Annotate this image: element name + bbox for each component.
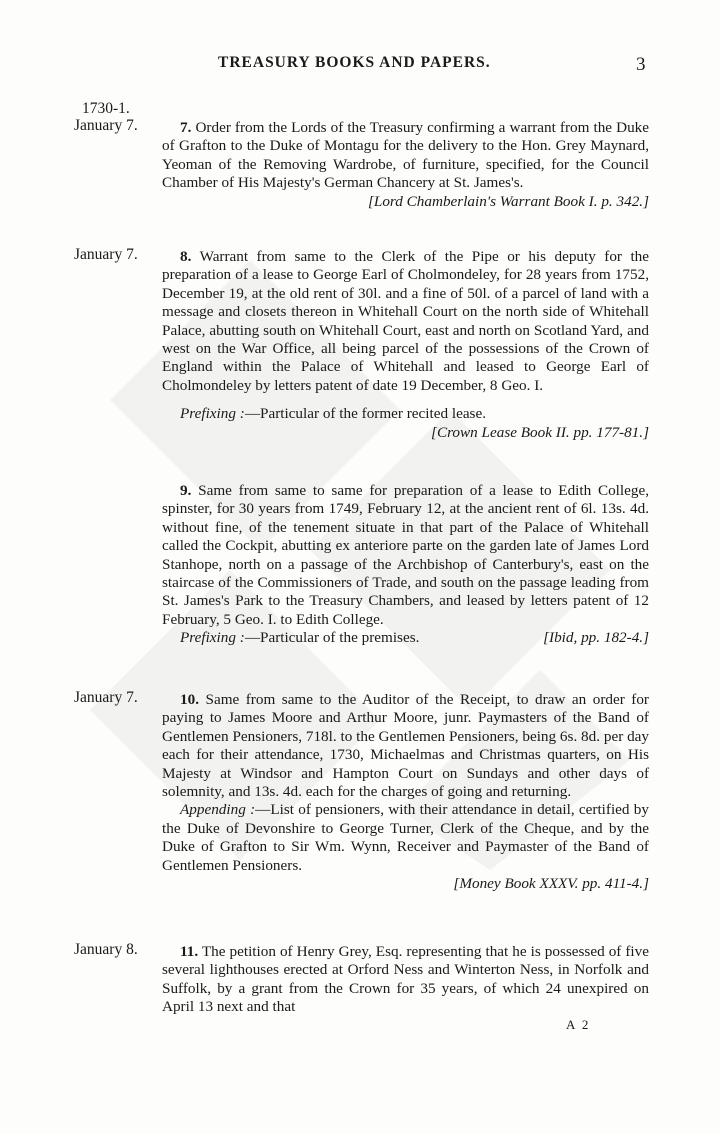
page-header [0,54,720,78]
entry-text: Warrant from same to the Clerk of the Pipe or his deputy for the preparation of a lease to George Earl of Cholmondeley, for 28 years from 1752, December 19, at the old rent of 30l. and a fine of 50l. of a parcel of land with a message and closets thereon in Whitehall Court on the north side of Whitehall Palace, abutting south on Whitehall Court, east and north on Scotland Yard, and west on the War Office, all being parcel of the possessions of the Crown of England within the Palace of Whitehall and leased to George Earl of Cholmondeley by letters patent of date 19 December, 8 Geo. I. [162,248,649,394]
entry-date: January 8. [74,941,138,958]
entry-date: January 7. [74,246,138,263]
entry-number: 9. [180,482,192,499]
entry-date: January 7. [74,689,138,706]
running-title: TREASURY BOOKS AND PAPERS. [218,54,491,71]
entry-prefixing: Prefixing :—Particular of the premises. [180,629,420,647]
entry-text: The petition of Henry Grey, Esq. representing that he is possessed of five several lighthouses erected at Orford Ness and Winterton Ness, in Norfolk and Suffolk, by a grant from the Crown for 35 years, of which 24 unexpired on April 13 next and that [162,943,649,1016]
entry-reference: [Ibid, pp. 182-4.] [543,629,649,647]
signature-mark: A 2 [566,1017,591,1032]
entry-text: Same from same to the Auditor of the Receipt, to draw an order for paying to James Moore and Arthur Moore, junr. Paymasters of the Band of Gentlemen Pensioners, 718l. to the Gentlemen Pensioners, being 6s. 8d. per day each for their attendance, 1730, Michaelmas and Christmas quarters, on His Majesty at Windsor and Hampton Court on Sundays and other days of solemnity, and 13s. 4d. each for the charges of going and returning. [162,691,649,801]
entry-number: 8. [180,248,192,265]
entry-date: January 7. [74,117,138,134]
entry-reference: [Lord Chamberlain's Warrant Book I. p. 342.] [367,192,649,210]
entry-number: 7. [180,119,192,136]
entry-body [162,482,649,648]
entry-text: Same from same to same for preparation of a lease to Edith College, spinster, for 30 years from 1749, February 12, at the ancient rent of 6l. 13s. 4d. without fine, of the tenement situate in that part of the Palace of Whitehall called the Cockpit, abutting ex anteriore parte on the garden late of James Lord Stanhope, north on a passage of the Archbishop of Canterbury's, east on the staircase of the Commissioners of Trade, and south on the passage leading from St. James's Park to the Treasury Chambers, and leased by letters patent of 12 February, 5 Geo. I. to Edith College. [162,482,649,628]
year-label: 1730-1. [82,100,130,117]
page-number: 3 [636,54,646,75]
entry-body [162,248,649,442]
entry-appending: Appending :—List of pensioners, with their attendance in detail, certified by the Duke of Devonshire to George Turner, Clerk of the Cheque, and by the Duke of Grafton to Sir Wm. Wynn, Receiver and Paymaster of the Band of Gentlemen Pensioners. [162,801,649,874]
entry-prefixing-row [162,629,649,647]
entry-reference: [Crown Lease Book II. pp. 177-81.] [431,423,649,441]
entry-prefixing: Prefixing :—Particular of the former recited lease. [180,405,487,423]
entry-reference: [Money Book XXXV. pp. 411-4.] [453,875,649,893]
entry-number: 11. [180,943,199,960]
entry-text: Order from the Lords of the Treasury confirming a warrant from the Duke of Grafton to the Duke of Montagu for the delivery to the Hon. Grey Maynard, Yeoman of the Removing Wardrobe, of furniture, specified, for the Council Chamber of His Majesty's German Chancery at St. James's. [162,119,650,192]
entry-body [162,943,649,1017]
entry-body [162,119,649,211]
entry-body [162,691,649,893]
entry-number: 10. [180,691,199,708]
